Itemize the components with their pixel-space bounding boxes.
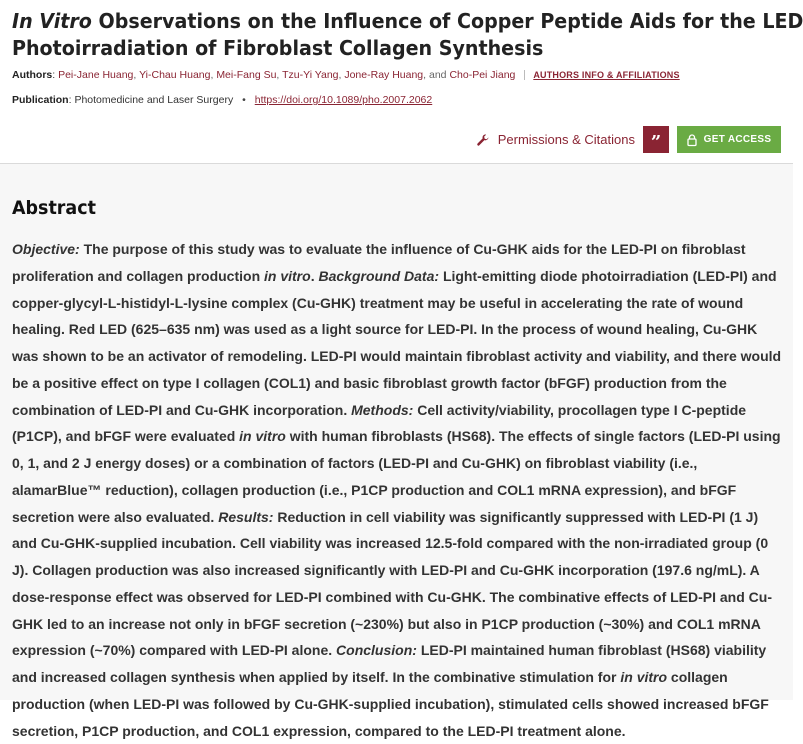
background-label: Background Data: xyxy=(318,267,440,284)
author-link[interactable]: Pei-Jane Huang xyxy=(58,69,134,81)
author-link[interactable]: Jone-Ray Huang xyxy=(344,69,424,81)
authors-line: Authors: Pei-Jane Huang, Yi-Chau Huang, Mei-Fang Su, Tzu-Yi Yang, Jone-Ray Huang, and Cho-Pei Jiang AUTHORS INFO & AFFILIATIONS xyxy=(12,69,680,81)
journal-name: Photomedicine and Laser Surgery xyxy=(74,94,234,106)
abstract-heading: Abstract xyxy=(12,197,96,219)
title-line1: Observations on the Influence of Copper Peptide Aids for the LED xyxy=(98,9,803,33)
objective-text: The purpose of this study was to evaluate the influence of Cu-GHK aids for the LED-PI on fibroblast proliferation and collagen production xyxy=(12,241,746,284)
authors-info-link[interactable]: AUTHORS INFO & AFFILIATIONS xyxy=(524,70,679,80)
article-title xyxy=(12,8,803,62)
lock-icon xyxy=(687,134,697,146)
author-link[interactable]: Yi-Chau Huang xyxy=(139,69,211,81)
title-line2: Photoirradiation of Fibroblast Collagen Synthesis xyxy=(12,36,544,60)
author-link[interactable]: Cho-Pei Jiang xyxy=(449,69,516,81)
quote-icon: ” xyxy=(650,131,662,153)
publication-label: Publication xyxy=(12,94,69,106)
publication-bullet: • xyxy=(242,94,246,106)
doi-link[interactable]: https://doi.org/10.1089/pho.2007.2062 xyxy=(254,94,433,106)
get-access-button[interactable] xyxy=(677,126,781,153)
background-text: Light-emitting diode photoirradiation (LED-PI) and copper-glycyl-L-histidyl-L-lysine complex (Cu-GHK) treatment may be useful in accelerating the rate of wound healing. Red LED (625–635 nm) was used as a light source for LED-PI. In the process of wound healing, Cu-GHK was shown to be an activator of remodeling. LED-PI would maintain fibroblast activity and viability, and there would be a positive effect on type I collagen (COL1) and basic fibroblast growth factor (bFGF) production from the combination of LED-PI and Cu-GHK incorporation. xyxy=(12,267,782,418)
permissions-label: Permissions & Citations xyxy=(497,132,635,147)
conclusion-text-continued: collagen production (when LED-PI was followed by Cu-GHK-supplied incubation), stimulated cells showed increased bFGF secretion, P1CP production, and COL1 expression, compared to the LED-PI treatment alone. xyxy=(12,669,769,739)
cite-button[interactable] xyxy=(643,126,669,153)
title-italic: In Vitro xyxy=(12,9,92,33)
author-link[interactable]: Mei-Fang Su xyxy=(216,69,277,81)
in-vitro-term: in vitro xyxy=(239,428,286,445)
in-vitro-term: in vitro xyxy=(620,669,668,685)
conclusion-label: Conclusion: xyxy=(336,642,417,659)
permissions-citations-button[interactable] xyxy=(476,132,635,147)
article-toolbar xyxy=(476,126,781,153)
results-text: Reduction in cell viability was significantly suppressed with LED-PI (1 J) and Cu-GHK-supplied incubation. Cell viability was increased 12.5-fold compared with the non-irradiated group (0 J). Collagen production was also increased significantly with LED-PI and Cu-GHK incorporation (197.6 ng/mL). A dose-response effect was observed for LED-PI combined with Cu-GHK. The combinative effects of LED-PI and Cu-GHK led to an increase not only in bFGF secretion (~230%) but also in P1CP production (~30%) and COL1 mRNA expression (~70%) compared with LED-PI alone. xyxy=(12,508,772,659)
methods-text: Cell activity/viability, procollagen type I C-peptide (P1CP), and bFGF were evaluated xyxy=(12,401,747,445)
conclusion-text: LED-PI maintained human fibroblast (HS68) viability and increased collagen synthesis when applied by itself. In the combinative stimulation for xyxy=(12,642,767,685)
authors-and: and xyxy=(428,69,447,81)
authors-label: Authors xyxy=(12,69,53,81)
wrench-icon xyxy=(476,133,490,147)
objective-label: Objective: xyxy=(12,241,80,257)
in-vitro-term: in vitro xyxy=(264,267,311,284)
methods-label: Methods: xyxy=(351,401,414,418)
results-label: Results: xyxy=(218,508,274,525)
methods-text-continued: with human fibroblasts (HS68). The effects of single factors (LED-PI using 0, 1, and 2 J energy doses) or a combination of factors (LED-PI and Cu-GHK) on fibroblast viability (i.e., alamarBlue™ reduction), collagen production (i.e., P1CP production and COL1 mRNA expression), and bFGF secretion were also evaluated. xyxy=(12,428,781,525)
abstract-text: Objective: The purpose of this study was to evaluate the influence of Cu-GHK aids for the LED-PI on fibroblast proliferation and collagen production in vitro. Background Data: Light-emitting diode photoirradiation (LED-PI) and copper-glycyl-L-histidyl-L-lysine complex (Cu-GHK) treatment may be useful in accelerating the rate of wound healing. Red LED (625–635 nm) was used as a light source for LED-PI. In the process of wound healing, Cu-GHK was shown to be an activator of remodeling. LED-PI would maintain fibroblast activity and viability, and there would be a positive effect on type I collagen (COL1) and basic fibroblast growth factor (bFGF) production from the combination of LED-PI and Cu-GHK incorporation. Methods: Cell activity/viability, procollagen type I C-peptide (P1CP), and bFGF were evaluated in vitro with human fibroblasts (HS68). The effects of single factors (LED-PI using 0, 1, and 2 J energy doses) or a combination of factors (LED-PI and Cu-GHK) on fibroblast viability (i.e., alamarBlue™ reduction), collagen production (i.e., P1CP production and COL1 mRNA expression), and bFGF secretion were also evaluated. Results: Reduction in cell viability was significantly suppressed with LED-PI (1 J) and Cu-GHK-supplied incubation. Cell viability was increased 12.5-fold compared with the non-irradiated group (0 J). Collagen production was also increased significantly with LED-PI and Cu-GHK incorporation (197.6 ng/mL). A dose-response effect was observed for LED-PI combined with Cu-GHK. The combinative effects of LED-PI and Cu-GHK led to an increase not only in bFGF secretion (~230%) but also in P1CP production (~30%) and COL1 mRNA expression (~70%) compared with LED-PI alone. Conclusion: LED-PI maintained human fibroblast (HS68) viability and increased collagen synthesis when applied by itself. In the combinative stimulation for in vitro collagen production (when LED-PI was followed by Cu-GHK-supplied incubation), stimulated cells showed increased bFGF secretion, P1CP production, and COL1 expression, compared to the LED-PI treatment alone. xyxy=(12,241,782,739)
get-access-label: GET ACCESS xyxy=(703,134,772,145)
author-link[interactable]: Tzu-Yi Yang xyxy=(282,69,339,81)
publication-line: Publication: Photomedicine and Laser Surgery • https://doi.org/10.1089/pho.2007.2062 xyxy=(12,94,433,106)
